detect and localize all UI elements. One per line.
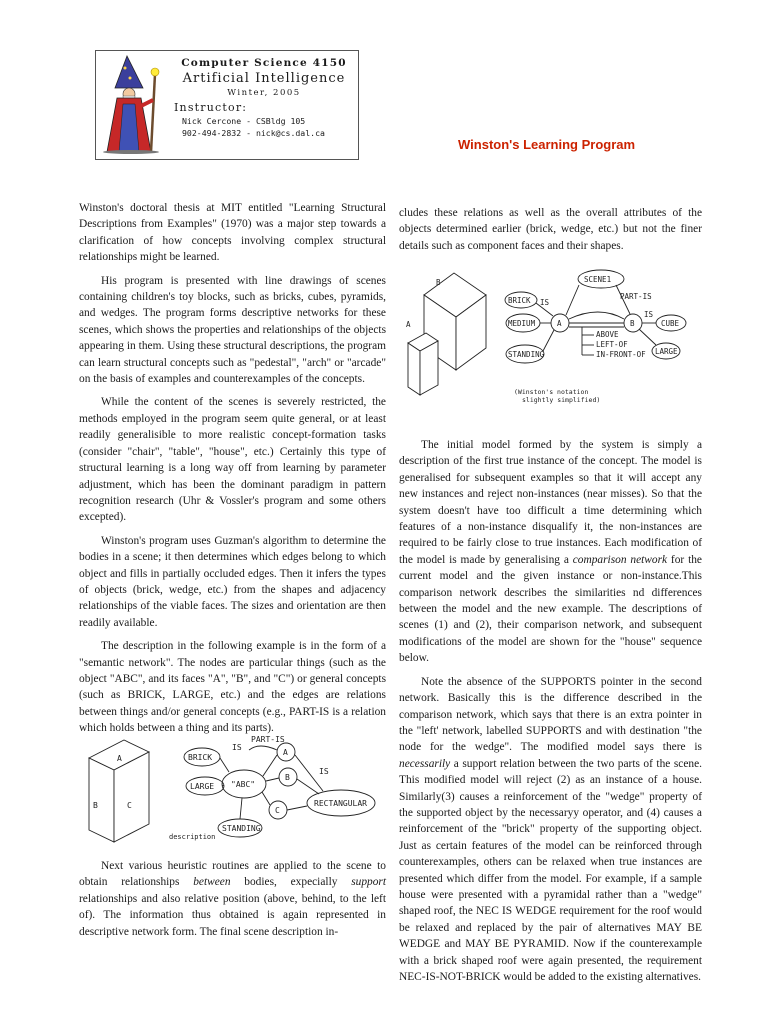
face-b-label: B bbox=[93, 801, 98, 810]
label-is-2: IS bbox=[644, 310, 654, 319]
instructor-contact: 902-494-2832 - nick@cs.dal.ca bbox=[182, 128, 325, 138]
course-subject: Artificial Intelligence bbox=[182, 71, 346, 86]
text-run: for the current model and the given instance or non-instance.This comparison network describes the similarities nd differences between the model and the new example. The descriptions of scenes (1) and (2), their comparison network, and subsequent modifications of the model are shown for the "house" sequence below. bbox=[399, 553, 702, 665]
label-is-2: IS bbox=[319, 767, 329, 776]
label-left-of: LEFT-OF bbox=[596, 340, 628, 349]
paragraph: Winston's doctoral thesis at MIT entitled "Learning Structural Descriptions from Examples" (1970) was a major step towards a clarification of how concepts involving complex structural relationships might be learned. bbox=[79, 202, 386, 264]
label-above: ABOVE bbox=[596, 330, 619, 339]
paragraph bbox=[79, 858, 386, 940]
text-run: The initial model formed by the system is simply a description of the first true instance of the concept. The model is generalised for subsequent examples so that it will accept any new instances and reject non-instances (near misses). So that the system doesn't have too difficult a time determining which features of a non-instance disqualify it, the non-instances are required to be fairly close to true instances. Each modification of the model is made by generalising a bbox=[399, 439, 702, 566]
label-in-front-of: IN-FRONT-OF bbox=[596, 350, 646, 359]
page-title: Winston's Learning Program bbox=[458, 137, 636, 152]
node-standing: STANDING bbox=[222, 824, 261, 833]
figure-caption-1: (Winston's notation bbox=[514, 388, 589, 396]
label-is: IS bbox=[232, 743, 242, 752]
node-c: C bbox=[275, 806, 280, 815]
emphasis: support bbox=[351, 876, 386, 889]
course-number: Computer Science 4150 bbox=[181, 57, 347, 69]
course-term: Winter, 2005 bbox=[227, 88, 301, 98]
face-a-label: A bbox=[117, 754, 122, 763]
text-run: Note the absence of the SUPPORTS pointer in the second network. Basically this is the difference described in the comparison network, which says that there is an extra pointer in the "left' network, labelled SUPPORTS and with destination "the node for the wedge". The modified model says there is bbox=[399, 675, 702, 754]
node-medium: MEDIUM bbox=[508, 319, 536, 328]
node-b: B bbox=[630, 319, 635, 328]
figure-caption: description bbox=[169, 833, 216, 841]
label-part-is: PART-IS bbox=[620, 292, 652, 301]
paragraph: While the content of the scenes is severely restricted, the methods employed in the program seem quite general, or at least readily generalisible to more realistic concept-formation tasks (consider "chair", "table", "house", etc.) Certainly this type of structural learning is a long way off from learning by parameter adjustment, which has been the dominant paradigm in pattern recognition research (Uhr & Vossler's program and some others excepted). bbox=[79, 396, 386, 524]
house-network-figure bbox=[404, 265, 709, 415]
emphasis: between bbox=[193, 876, 231, 889]
text-run: a support relation between the two parts of the scene. This modified model will reject (2) as an instance of a house. Similarly(3) causes a reinforcement of the "wedge" property of the supported object by the necessaryy operator, and (4) causes a reinforcement of the "brick" property of the supporting object. Just as certain features of the model can be reinforced through counterexamples, others can be relaxed when true instances are presented which differ from the model. For example, if a sample house were presented with a pyramidal rather than a "wedge" shaped roof, the NEC IS WEDGE requirement for the roof would be relaxed and replaced by the pair of alternatives MAY BE WEDGE and MAY BE PYRAMID. Now if the counterexample with a brick shaped roof were again presented, the requirement NEC-IS-NOT-BRICK would be added to the existing alternatives. bbox=[399, 757, 702, 983]
paragraph: Winston's program uses Guzman's algorithm to determine the bodies in a scene; it then determines which edges belong to which object and fills in partially occluded edges. Then it infers the types of objects (brick, wedge, etc.) from the shapes and adjacency relationships of the viable faces. The sizes and orientation are then readily available. bbox=[79, 534, 386, 629]
node-large: LARGE bbox=[655, 347, 678, 356]
paragraph bbox=[399, 674, 702, 986]
wizard-logo bbox=[99, 54, 169, 154]
node-brick: BRICK bbox=[188, 753, 213, 762]
paragraph: The description in the following example is in the form of a "semantic network". The nodes are particular things (such as the object "ABC", and its faces "A", "B", and "C") or general concepts (such as BRICK, LARGE, etc.) and the edges are relations between things and/or general concepts (e.g., PART-IS is a relation which holds between a thing and its parts). bbox=[79, 640, 386, 735]
left-column-bottom bbox=[79, 858, 386, 947]
right-column-body bbox=[399, 437, 702, 992]
brick-network-figure bbox=[79, 728, 379, 843]
right-column-top bbox=[399, 205, 702, 261]
node-standing: STANDING bbox=[508, 350, 545, 359]
node-brick: BRICK bbox=[508, 296, 531, 305]
node-b: B bbox=[285, 773, 290, 782]
figure-caption-2: slightly simplified) bbox=[522, 396, 601, 404]
node-abc: "ABC" bbox=[231, 780, 256, 789]
label-part-is: PART-IS bbox=[251, 735, 285, 744]
emphasis: comparison network bbox=[572, 553, 668, 566]
block-b-label: B bbox=[436, 278, 441, 287]
paragraph: His program is presented with line drawings of scenes containing children's toy blocks, such as bricks, cubes, pyramids, and wedges. The program forms descriptive networks for these scenes, which shows the properties and relationships of the objects appearing in them. Using these structural descriptions, the program can learn structural concepts such as "pedestal", "arch" or "arcade" on the basis of examples and counterexamples of the concepts. bbox=[79, 274, 386, 386]
block-a-label: A bbox=[406, 320, 411, 329]
text-run: bodies, expecially bbox=[230, 876, 352, 889]
left-column bbox=[79, 200, 386, 744]
instructor-label: Instructor: bbox=[174, 101, 248, 114]
face-c-label: C bbox=[127, 801, 132, 810]
paragraph: cludes these relations as well as the overall attributes of the objects determined earlier (brick, wedge, etc.) but not the finer details such as component faces and their shapes. bbox=[399, 207, 702, 252]
text-run: Next various heuristic routines are applied to the scene to obtain relationships bbox=[79, 860, 386, 889]
text-run: relationships and also relative position (above, behind, to the left of). The information thus obtained is again represented in descriptive network form. The final scene description in- bbox=[79, 892, 386, 938]
paragraph bbox=[399, 437, 702, 667]
node-rectangular: RECTANGULAR bbox=[314, 799, 367, 808]
node-scene1: SCENE1 bbox=[584, 275, 612, 284]
node-large: LARGE bbox=[190, 782, 215, 791]
node-a: A bbox=[557, 319, 562, 328]
instructor-name: Nick Cercone - CSBldg 105 bbox=[182, 116, 306, 126]
node-cube: CUBE bbox=[661, 319, 680, 328]
label-is: IS bbox=[540, 298, 550, 307]
node-a: A bbox=[283, 748, 288, 757]
emphasis: necessarily bbox=[399, 757, 451, 770]
course-header bbox=[95, 50, 359, 160]
